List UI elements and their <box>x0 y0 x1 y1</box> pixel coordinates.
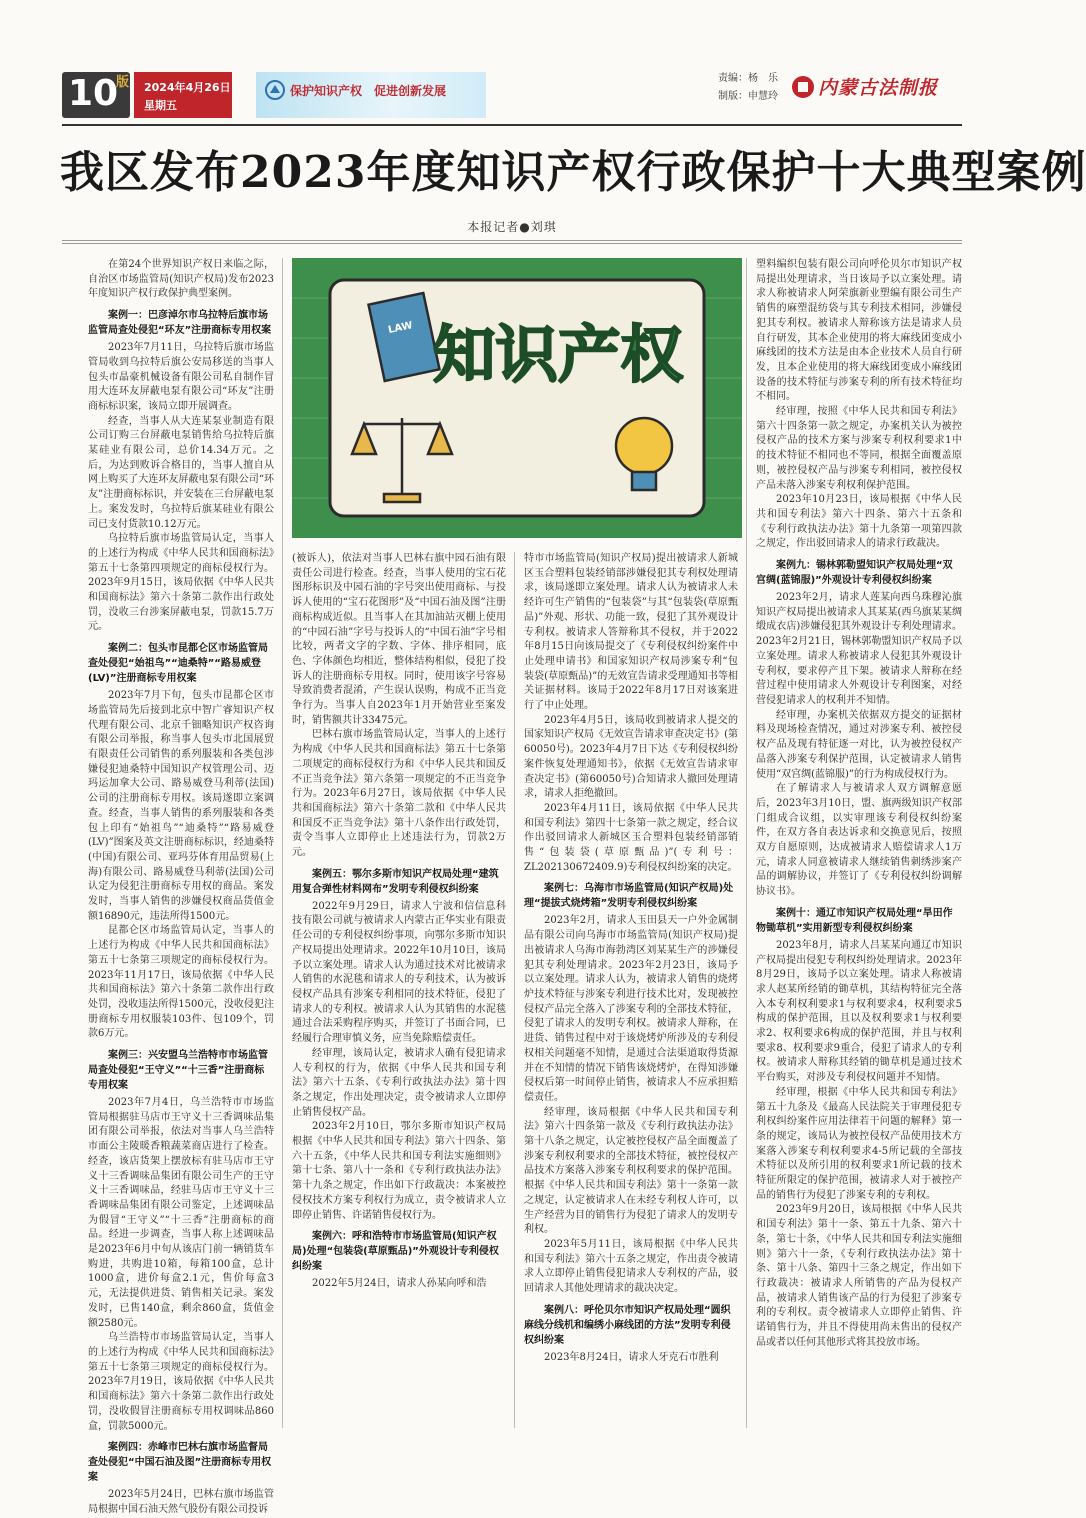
case-title: 案例四：赤峰市巴林右旗市场监督局查处侵犯“中国石油及图”注册商标专用权案 <box>88 1442 272 1484</box>
case-title: 案例一：巴彦淖尔市乌拉特后旗市场监管局查处侵犯“环友”注册商标专用权案 <box>88 310 272 337</box>
paragraph: 2022年5月24日，请求人孙某向呼和浩 <box>312 1278 487 1290</box>
intro-paragraph: 在第24个世界知识产权日来临之际，自治区市场监管局(知识产权局)发布2023年度知识产权行政保护典型案例。 <box>88 259 274 300</box>
producer-line: 制版：申慧玲 <box>718 91 778 102</box>
paragraph: 2023年7月下旬，包头市昆都仑区市场监管局先后接到北京中智广睿知识产权代理有限公司、北京千钿略知识产权咨询有限公司举报，称当事人包头市北国展贸有限责任公司销售的系列服装和各类包涉嫌侵犯迪桑特中国知识产权管理公司、迈玛运加拿大公司、路易威登马利蒂(法国)公司的注册商标专用权。该局遂即立案调查。经查，当事人销售的系列服装和各类包上印有“始祖鸟”“迪桑特”“路易威登(LV)”图案及英文注册商标标识，经迪桑特(中国)有限公司、亚玛芬体育用品贸易(上海)有限公司、路易威登马利蒂(法国)公司认定为侵犯注册商标专用权的商品。案发发时，当事人销售的涉嫌侵权商品货值金额16890元，违法所得1500元。 <box>88 690 274 922</box>
case-title: 案例三：兴安盟乌兰浩特市市场监管局查处侵犯“王守义”“十三香”注册商标专用权案 <box>88 1050 268 1092</box>
paragraph: 乌拉特后旗市场监管局认定，当事人的上述行为构成《中华人民共和国商标法》第五十七条第四项规定的商标侵权行为。2023年9月15日，该局依据《中华人民共和国商标法》第六十条第二款作出行政处罚，没收三台涉案屏蔽电泵，罚款15.7万元。 <box>88 533 274 633</box>
paragraph: (被诉人)，依法对当事人巴林右旗中园石油有限责任公司进行检查。经查，当事人使用的宝石花图形标识及中园石油的字号突出使用商标、与投诉人使用的“宝石花图形”及“中国石油及图”注册商标构成近似。且当事人在其加油站灭棚上使用的“中园石油”字号与投诉人的“中国石油”字号相比较，两者文字的字数、字体、排序相同，底色、字体颜色均相近，整体结构相似，侵犯了投诉人的注册商标专用权。同时，使用该字号容易导致消费者混淆，产生误认误购，构成不正当竞争行为。当事人自2023年1月开始营业至案发时，销售额共计33475元。 <box>292 553 506 726</box>
paragraph: 2022年9月29日，请求人宁波和信信息科技有限公司就与被请求人内蒙古正华实业有限责任公司的专利侵权纠纷事项，向鄂尔多斯市知识产权局提出处理请求。2022年10月10日，该局予以立案处理。请求人认为通过技术对比被请求人销售的水泥毯和请求人的专利技术，认为被诉侵权产品具有涉案专利相同的技术特征，侵犯了请求人的专利权。被请求人认为其销售的水泥毯通过合法采购程序购买，并签订了书面合同，已经履行合理审慎义务，应当免除赔偿责任。 <box>292 900 506 1045</box>
paragraph: 特市市场监管局(知识产权局)提出被请求人新城区玉合塑料包装经销部涉嫌侵犯其专利权处理请求，该局遂即立案处理。请求人认为被请求人未经许可生产销售的“包装袋”与其“包装袋(草原甄品)”外观、形状、功能一致，侵犯了其外观设计专利权。被请求人答辩称其不侵权，并于2022年8月15日向该局提交了《专利侵权纠纷案件中止处理申请书》和国家知识产权局涉案专利“包装袋(草原甄品)”的无效宣告请求受理通知书等相关证据材料。该局于2022年8月17日对该案进行了中止处理。 <box>524 553 738 712</box>
paragraph: 2023年4月11日，该局依据《中华人民共和国专利法》第四十七条第一款之规定，经合议作出驳回请求人新城区玉合塑料包装经销部销售“包装袋(草原甄品)”(专利号：ZL202130672409.9)专利侵权纠纷案的决定。 <box>524 802 738 873</box>
paragraph: 2023年10月23日，该局根据《中华人民共和国专利法》第六十四条、第六十五条和《专利行政执法办法》第十九条第一项第四款之规定，作出驳回请求人的请求行政裁决。 <box>756 494 962 550</box>
paragraph: 乌兰浩特市市场监管局认定，当事人的上述行为构成《中华人民共和国商标法》第五十七条第三项规定的商标侵权行为。2023年7月19日，该局依据《中华人民共和国商标法》第六十条第二款作出行政处罚，没收假冒注册商标专用权调味品860盒，罚款5000元。 <box>88 1332 274 1432</box>
page-number-badge <box>62 72 130 118</box>
editor-credits <box>718 70 778 106</box>
paragraph: 经查，当事人从大连某泵业制造有限公司订购三台屏蔽电泵销售给乌拉特后旗某硅业有限公司，总价14.34万元。之后，为达到败诉合格目的，当事人擅自从网上购买了大连环友屏蔽电泵有限公司“环友”注册商标标识，并安装在三台屏蔽电泵上。案发发时，乌拉特后旗某硅业有限公司已支付货款10.12万元。 <box>88 415 274 530</box>
page-header <box>0 0 1024 122</box>
case-title: 案例六：呼和浩特市市场监管局(知识产权局)处理“包装袋(草原甄品)”外观设计专利侵权纠纷案 <box>292 1231 499 1273</box>
paragraph: 巴林右旗市场监管局认定，当事人的上述行为构成《中华人民共和国商标法》第五十七条第二项规定的商标侵权行为和《中华人民共和国反不正当竞争法》第六条第一项规定的不正当竞争行为。2023年6月27日，该局依据《中华人民共和国商标法》第六十条第二款和《中华人民共和国反不正当竞争法》第十八条作出行政处罚，责令当事人立即停止上述违法行为，罚款2万元。 <box>292 729 506 859</box>
case-title: 案例五：鄂尔多斯市知识产权局处理“建筑用复合弹性材料网布”发明专利侵权纠纷案 <box>292 868 499 895</box>
paragraph: 塑料编织包装有限公司向呼伦贝尔市知识产权局提出处理请求，当日该局予以立案处理。请求人称被请求人阿荣旗新业塑编有限公司生产销售的麻塑混纺袋与其专利技术相同，涉嫌侵犯其专利权。被请求人辩称该方法是请求人员自行研发，其本企业使用的将大麻线团变成小麻线团的技术方法是由本企业技术人员自行研发，且本企业使用的将大麻线团变成小麻线团设备的技术特征与涉案专利的所有技术特征均不相同。 <box>756 259 962 403</box>
paragraph: 2023年4月5日，该局收到被请求人提交的国家知识产权局《无效宣告请求审查决定书》(第60050号)。2023年4月7日下达《专利侵权纠纷案件恢复处理通知书》，依据《无效宣告请求审查决定书》(第60050号)合知请求人撤回处理请求，请求人拒绝撤回。 <box>524 714 738 800</box>
column-divider <box>514 552 515 1428</box>
article-headline: 我区发布2023年度知识产权行政保护十大典型案例 <box>60 147 1086 198</box>
case-title: 案例八：呼伦贝尔市知识产权局处理“圆织麻线分线机和编绣小麻线团的方法”发明专利侵权纠纷案 <box>524 1304 731 1346</box>
case-title: 案例二：包头市昆都仑区市场监管局查处侵犯“始祖鸟”“迪桑特”“路易威登(LV)”注册商标专用权案 <box>88 643 268 685</box>
svg-text:LAW: LAW <box>387 320 414 336</box>
slogan-text: 保护知识产权 促进创新发展 <box>290 84 447 98</box>
header-rule <box>62 124 962 126</box>
column-divider <box>282 258 283 1428</box>
paragraph: 昆都仑区市场监管局认定，当事人的上述行为构成《中华人民共和国商标法》第五十七条第三项规定的商标侵权行为。2023年11月17日，该局依据《中华人民共和国商标法》第六十条第二款作出行政处罚，没收违法所得1500元，没收侵犯注册商标专用权服装103件、包109个，罚款6万元。 <box>88 925 274 1040</box>
article-column-1 <box>88 258 274 1515</box>
ipr-illustration <box>292 258 742 538</box>
paragraph: 2023年9月20日，该局根据《中华人民共和国专利法》第十一条、第五十九条、第六十条，第七十条，《中华人民共和国专利法实施细则》第六十一条，《专利行政执法办法》第十条、第十八条、第四十三条之规定，作出如下行政裁决：被请求人所销售的产品为侵权产品，被请求人销售该产品的行为侵犯了涉案专利的专利权。责令被请求人立即停止销售、许诺销售行为，并且不得使用尚未售出的侵权产品或者以任何其他形式将其投放市场。 <box>756 1204 962 1348</box>
paragraph: 2023年7月11日，乌拉特后旗市场监管局收到乌拉特后旗公安局移送的当事人包头市晶豪机械设备有限公司私自制作冒用大连环友屏蔽电泵有限公司“环友”注册商标标识案，该局立即开展调查。 <box>88 342 274 412</box>
headline-rule-bottom <box>62 243 962 244</box>
editor-line: 责编：杨 乐 <box>718 73 778 84</box>
issue-date: 2024年4月26日 <box>144 81 231 94</box>
newspaper-seal-icon <box>790 74 816 100</box>
paragraph: 经审理，办案机关依据双方提交的证据材料及现场检查情况，通过对涉案专利、被控侵权产品及现有特征逐一对比，认为被控侵权产品落入涉案专利保护范围，认定被请求人销售使用“双宫绸(蓝锦服)”的行为构成侵权行为。 <box>756 709 962 780</box>
paragraph: 2023年2月，请求人莲某向西乌珠穆沁旗知识产权局提出被请求人其某某(西乌旗某某绸缎成衣店)涉嫌侵犯其外观设计专利处理请求。2023年2月21日，锡林郭勒盟知识产权局予以立案处理。请求人称被请求人侵犯其外观设计专利权，要求停产且下架。被请求人辩称在经营过程中使用请求人外观设计专利图案，对经营侵犯请求人的权利并不知情。 <box>756 592 962 706</box>
paragraph: 2023年8月24日，请求人牙克石市胜利 <box>544 1351 719 1363</box>
case-title: 案例十：通辽市知识产权局处理“旱田作物锄草机”实用新型专利侵权纠纷案 <box>756 907 953 934</box>
article-byline: 本报记者●刘琪 <box>467 220 557 234</box>
article-column-2 <box>292 552 506 1428</box>
paragraph: 2023年5月11日，该局根据《中华人民共和国专利法》第六十五条之规定，作出责令被请求人立即停止销售侵犯请求人专利权的产品，驳回请求人其他处理请求的裁决决定。 <box>524 1238 738 1295</box>
page-number: 10 <box>68 73 119 114</box>
date-box <box>134 72 232 118</box>
case-title: 案例七：乌海市市场监管局(知识产权局)处理“提拔式烧烤箱”发明专利侵权纠纷案 <box>524 883 734 910</box>
paragraph: 经审理，该局认定，被请求人确有侵犯请求人专利权的行为，依据《中华人民共和国专利法》第六十五条、《专利行政执法办法》第十四条之规定，作出处理决定，责令被请求人立即停止销售侵权产品。 <box>292 1047 506 1118</box>
illustration-title: 知识产权 <box>433 318 683 391</box>
newspaper-name: 内蒙古法制报 <box>818 77 939 99</box>
paragraph: 在了解请求人与被请求人双方调解意愿后，2023年3月10日，盟、旗两级知识产权部门组成合议组，以实审理该专利侵权纠纷案件，在双方各自表达诉求和交换意见后，按照双方自愿原则，达成被请求人赔偿请求人1万元，请求人同意被请求人继续销售刺绣涉案产品的调解协议，并签订了《专利侵权纠纷调解协议书》。 <box>756 783 962 898</box>
paragraph: 经审理，根据《中华人民共和国专利法》第五十九条及《最高人民法院关于审理侵犯专利权纠纷案件应用法律若干问题的解释》第一条的规定，该局认为被控侵权产品使用技术方案落入涉案专利权利要求4-5所记载的全部技术特征以及所引用的权利要求1所记载的技术特征所限定的保护范围，被请求人对于被控产品的销售行为侵犯了涉案专利的专利权。 <box>756 1086 962 1201</box>
headline-rule-top <box>62 240 962 241</box>
article-column-3 <box>524 552 738 1428</box>
paragraph: 2023年7月4日，乌兰浩特市市场监管局根据驻马店市王守义十三香调味品集团有限公司举报，依法对当事人乌兰浩特市面公主陵暖香粮蔬菜商店进行了检查。经查，该店货架上摆放标有驻马店市王守义十三香调味品集团有限公司生产的王守义十三香调味品，经驻马店市王守义十三香调味品集团有限公司鉴定，上述调味品为假冒“王守义”“十三香”注册商标的商品。经进一步调查，当事人称上述调味品是2023年6月中旬从该店门前一辆销货车购进，共购进10箱，每箱100盒，总计1000盒，进价每盒2.1元，售价每盒3元，无法提供进货、销售相关记录。案发发时，已售140盒，剩余860盒，货值金额2580元。 <box>88 1097 274 1329</box>
ipr-logo-icon <box>264 79 286 101</box>
slogan-banner <box>256 72 486 118</box>
paragraph: 2023年2月10日，鄂尔多斯市知识产权局根据《中华人民共和国专利法》第六十四条、第六十五条，《中华人民共和国专利法实施细则》第十七条、第八十一条和《专利行政执法办法》第十九条之规定，作出如下行政裁决：本案被控侵权技术方案专利权行为成立，责令被请求人立即停止销售、许诺销售侵权行为。 <box>292 1121 506 1221</box>
paragraph: 2023年5月24日，巴林右旗市场监管局根据中国石油天然气股份有限公司投诉 <box>88 1489 274 1515</box>
paragraph: 经审理，按照《中华人民共和国专利法》第六十四条第一款之规定，办案机关认为被控侵权产品的技术方案与涉案专利权利要求1中的技术特征不相同也不等同，根据全面覆盖原则，被控侵权产品与涉案专利相同，被控侵权产品未落入涉案专利权利保护范围。 <box>756 406 962 491</box>
article-column-4 <box>756 258 962 1428</box>
page-suffix: 版 <box>116 75 130 90</box>
paragraph: 2023年2月，请求人玉田县天一户外金属制品有限公司向乌海市市场监管局(知识产权局)提出被请求人乌海市海勃湾区刘某某生产的涉嫌侵犯其专利处理请求。2023年2月23日，该局予以立案处理。请求人认为，被请求人销售的烧烤炉技术特征与涉案专利进行技术比对，发现被控侵权产品完全落入了涉案专利的全部技术特征，侵犯了请求人的发明专利权。被请求人辩称，在进货、销售过程中对于该烧烤炉所涉及的专利侵权相关问题毫不知情，是通过合法渠道取得货源并在不知情的情况下销售该烧烤炉，在得知涉嫌侵权后第一时间停止销售，被请求人不应承担赔偿责任。 <box>524 915 738 1103</box>
case-title: 案例九：锡林郭勒盟知识产权局处理“双宫绸(蓝锦服)”外观设计专利侵权纠纷案 <box>756 560 953 587</box>
column-divider <box>746 258 747 1428</box>
issue-weekday: 星期五 <box>144 99 177 112</box>
paragraph: 2023年8月，请求人吕某某向通辽市知识产权局提出侵犯专利权纠纷处理请求。2023年8月29日，该局予以立案处理。请求人称被请求人赵某所经销的锄草机，其结构特征完全落入本专利权利要求1与权利要求4，权利要求5构成的保护范围，且以及权利要求1与权利要求2、权利要求6构成的保护范围，并且与权利要求8、权利要求9重合，侵犯了请求人的专利权。被请求人辩称其经销的锄草机是通过技术平台购买，对涉及专利侵权问题并不知情。 <box>756 939 962 1084</box>
paragraph: 经审理，该局根据《中华人民共和国专利法》第六十四条第一款及《专利行政执法办法》第十八条之规定，认定被控侵权产品全面覆盖了涉案专利权利要求的全部技术特征，被控侵权产品技术方案落入涉案专利权利要求的保护范围。根据《中华人民共和国专利法》第十一条第一款之规定，认定被请求人在未经专利权人许可，以生产经营为目的销售行为侵犯了请求人的发明专利权。 <box>524 1106 738 1236</box>
newspaper-masthead <box>788 72 948 102</box>
